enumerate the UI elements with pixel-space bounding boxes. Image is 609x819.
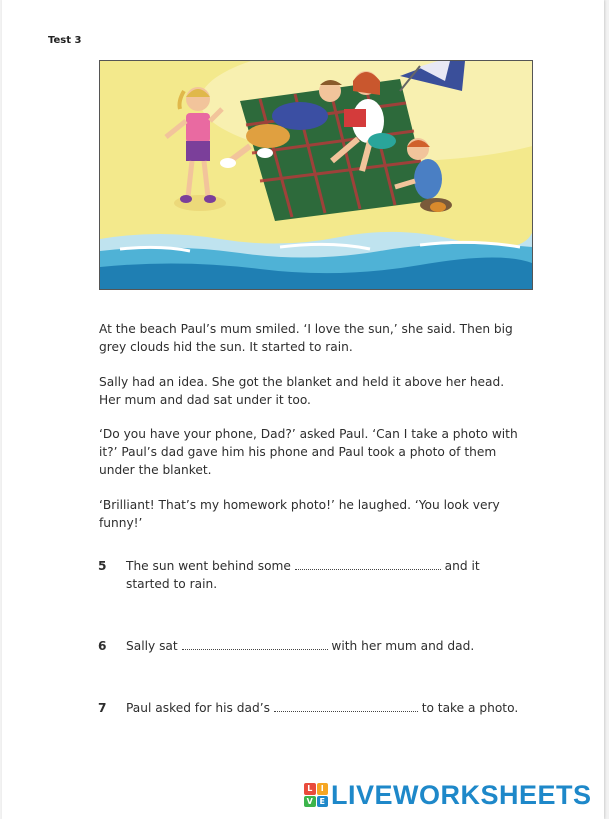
liveworksheets-logo[interactable] — [304, 781, 592, 809]
test-label: Test 3 — [48, 35, 82, 46]
answer-blank-6[interactable] — [182, 638, 328, 650]
story-paragraph-1: At the beach Paul’s mum smiled. ‘I love the sun,’ she said. Then big grey clouds hid the sun. It started to rain. — [99, 322, 513, 354]
question-text — [126, 699, 526, 717]
story-paragraph-3: ‘Do you have your phone, Dad?’ asked Paul. ‘Can I take a photo with it?’ Paul’s dad gave him his phone and Paul took a photo of them under the blanket. — [99, 427, 518, 477]
beach-illustration — [99, 60, 533, 290]
question-5 — [98, 557, 528, 597]
question-7 — [98, 699, 528, 719]
question-6 — [98, 637, 528, 657]
question-number: 5 — [98, 559, 107, 573]
story-paragraph-2: Sally had an idea. She got the blanket and held it above her head. Her mum and dad sat under it too. — [99, 375, 505, 407]
question-text-before: Sally sat — [126, 639, 178, 653]
liveworksheets-mark-icon: L I V E — [304, 783, 328, 807]
question-text-before: Paul asked for his dad’s — [126, 701, 270, 715]
question-text-after: to take a photo. — [421, 701, 519, 715]
story-paragraph-4: ‘Brilliant! That’s my homework photo!’ he laughed. ‘You look very funny!’ — [99, 498, 500, 530]
answer-blank-7[interactable] — [274, 700, 418, 712]
question-text-before: The sun went behind some — [126, 559, 291, 573]
answer-blank-5[interactable] — [295, 558, 441, 570]
worksheet-page — [2, 0, 604, 819]
question-text-after: and it started to rain. — [126, 559, 480, 591]
question-text — [126, 637, 526, 655]
question-number: 6 — [98, 639, 107, 653]
question-number: 7 — [98, 701, 107, 715]
question-text-after: with her mum and dad. — [331, 639, 475, 653]
question-text — [126, 557, 526, 593]
brand-name: LIVEWORKSHEETS — [331, 779, 592, 810]
